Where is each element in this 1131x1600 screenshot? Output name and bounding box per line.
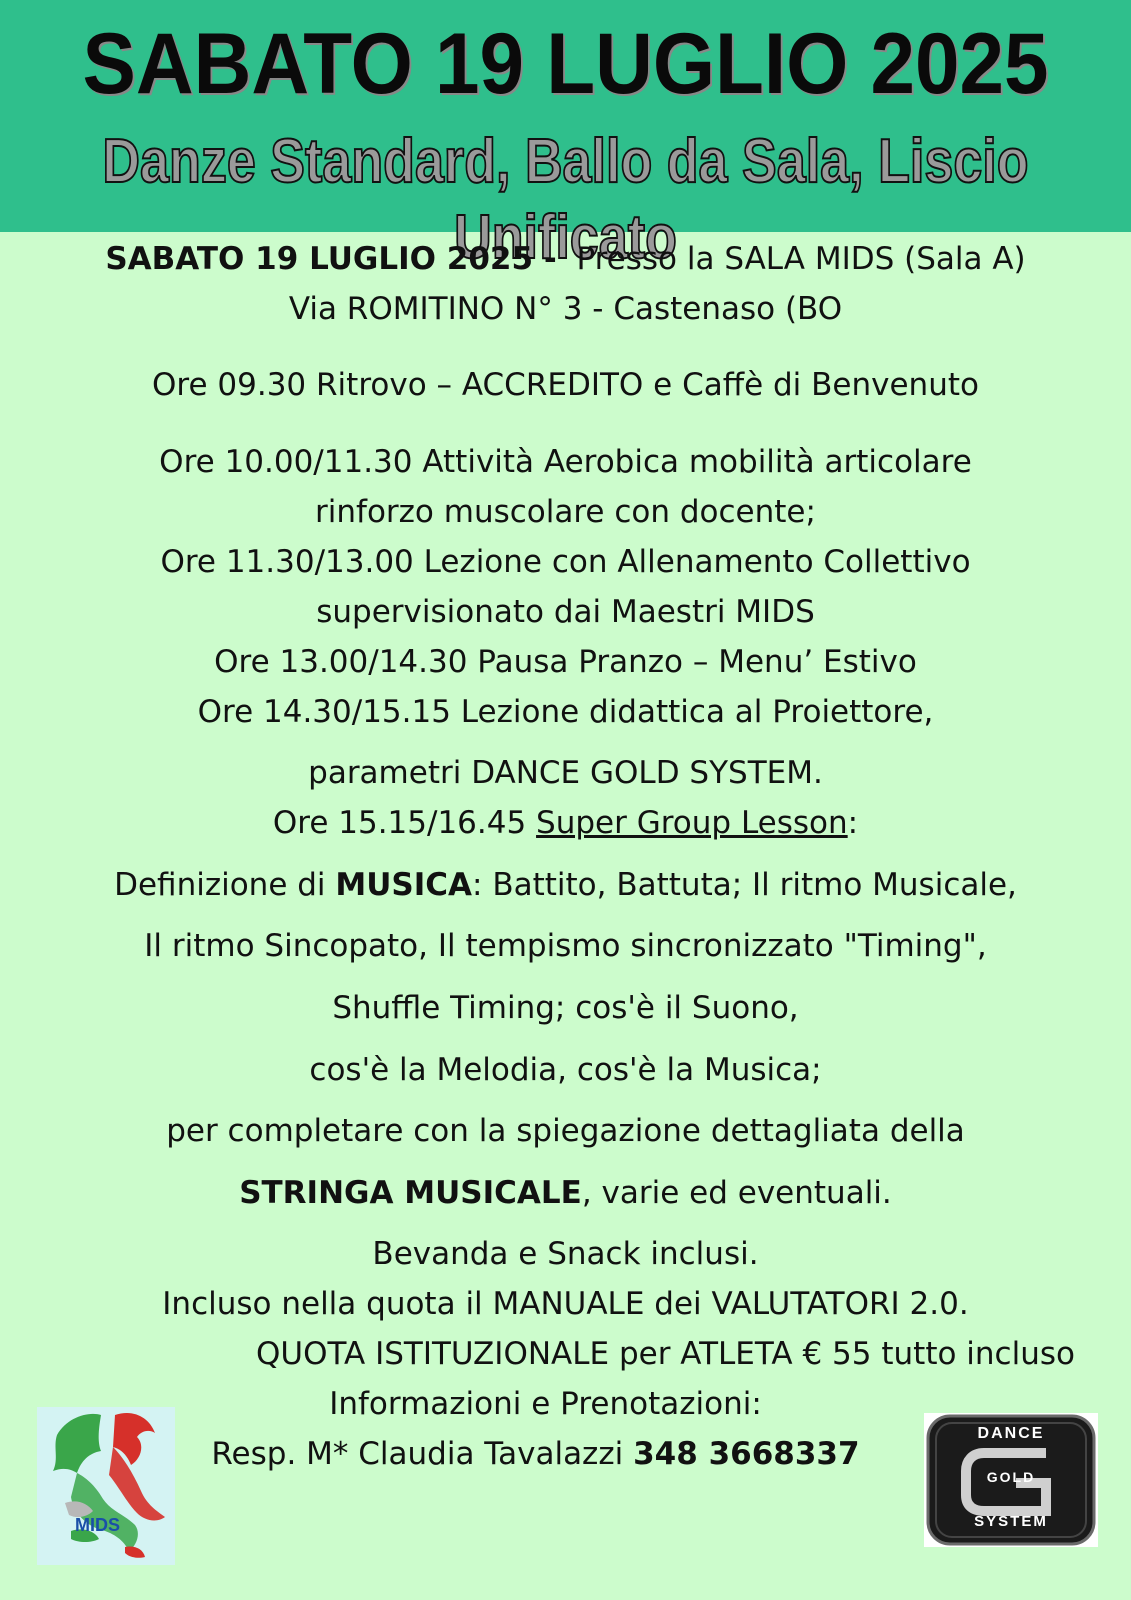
- venue-place: Presso la SALA MIDS (Sala A): [576, 241, 1026, 277]
- stringa-suffix: , varie ed eventuali.: [581, 1175, 892, 1211]
- mids-logo-graphic: [37, 1407, 175, 1565]
- dgs-line-3: SYSTEM: [974, 1513, 1048, 1530]
- music-line-4: cos'è la Melodia, cos'è la Musica;: [309, 1052, 822, 1088]
- event-title: SABATO 19 LUGLIO 2025: [82, 16, 1049, 112]
- music-prefix: Definizione di: [114, 867, 336, 903]
- mids-logo: [37, 1407, 175, 1565]
- schedule-1515-suffix: :: [847, 805, 859, 841]
- mids-logo-text: MIDS: [75, 1515, 120, 1535]
- schedule-0930: Ore 09.30 Ritrovo – ACCREDITO e Caffè di Benvenuto: [152, 367, 979, 403]
- super-group-lesson-link[interactable]: Super Group Lesson: [536, 805, 848, 841]
- contact-prefix: Resp. M* Claudia Tavalazzi: [211, 1436, 634, 1472]
- schedule-1300: Ore 13.00/14.30 Pausa Pranzo – Menu’ Estivo: [214, 644, 917, 680]
- manual-line: Incluso nella quota il MANUALE dei VALUTATORI 2.0.: [162, 1286, 969, 1322]
- schedule-1515: [0, 803, 1131, 843]
- schedule-1130-a: Ore 11.30/13.00 Lezione con Allenamento Collettivo: [160, 544, 971, 580]
- fee-line: QUOTA ISTITUZIONALE per ATLETA € 55 tutto incluso: [256, 1336, 1075, 1372]
- music-line-2: Il ritmo Sincopato, Il tempismo sincronizzato "Timing",: [144, 928, 987, 964]
- info-line: Informazioni e Prenotazioni:: [329, 1386, 762, 1422]
- music-line-5: per completare con la spiegazione dettagliata della: [166, 1113, 965, 1149]
- schedule-1430-b: parametri DANCE GOLD SYSTEM.: [308, 755, 823, 791]
- music-suffix: : Battito, Battuta; Il ritmo Musicale,: [472, 867, 1017, 903]
- venue-line: [0, 239, 1131, 279]
- dance-gold-system-logo: [924, 1413, 1098, 1547]
- contact-phone[interactable]: 348 3668337: [633, 1436, 860, 1472]
- address: Via ROMITINO N° 3 - Castenaso (BO: [288, 291, 843, 327]
- event-subtitle: Danze Standard, Ballo da Sala, Liscio Unificato: [102, 127, 1029, 272]
- schedule-1515-prefix: Ore 15.15/16.45: [272, 805, 537, 841]
- schedule-1000-b: rinforzo muscolare con docente;: [315, 494, 816, 530]
- dgs-line-1: DANCE: [977, 1425, 1045, 1442]
- venue-date: SABATO 19 LUGLIO 2025 -: [105, 241, 557, 277]
- music-bold: MUSICA: [335, 867, 473, 903]
- music-line-3: Shuffle Timing; cos'è il Suono,: [332, 990, 799, 1026]
- snack-line: Bevanda e Snack inclusi.: [372, 1236, 759, 1272]
- stringa-line: [0, 1173, 1131, 1213]
- schedule-1000-a: Ore 10.00/11.30 Attività Aerobica mobilità articolare: [159, 444, 972, 480]
- music-line-1: [0, 865, 1131, 905]
- dgs-line-2: GOLD: [986, 1469, 1036, 1485]
- schedule-1130-b: supervisionato dai Maestri MIDS: [316, 594, 815, 630]
- stringa-bold: STRINGA MUSICALE: [239, 1175, 582, 1211]
- schedule-1430-a: Ore 14.30/15.15 Lezione didattica al Proiettore,: [197, 694, 934, 730]
